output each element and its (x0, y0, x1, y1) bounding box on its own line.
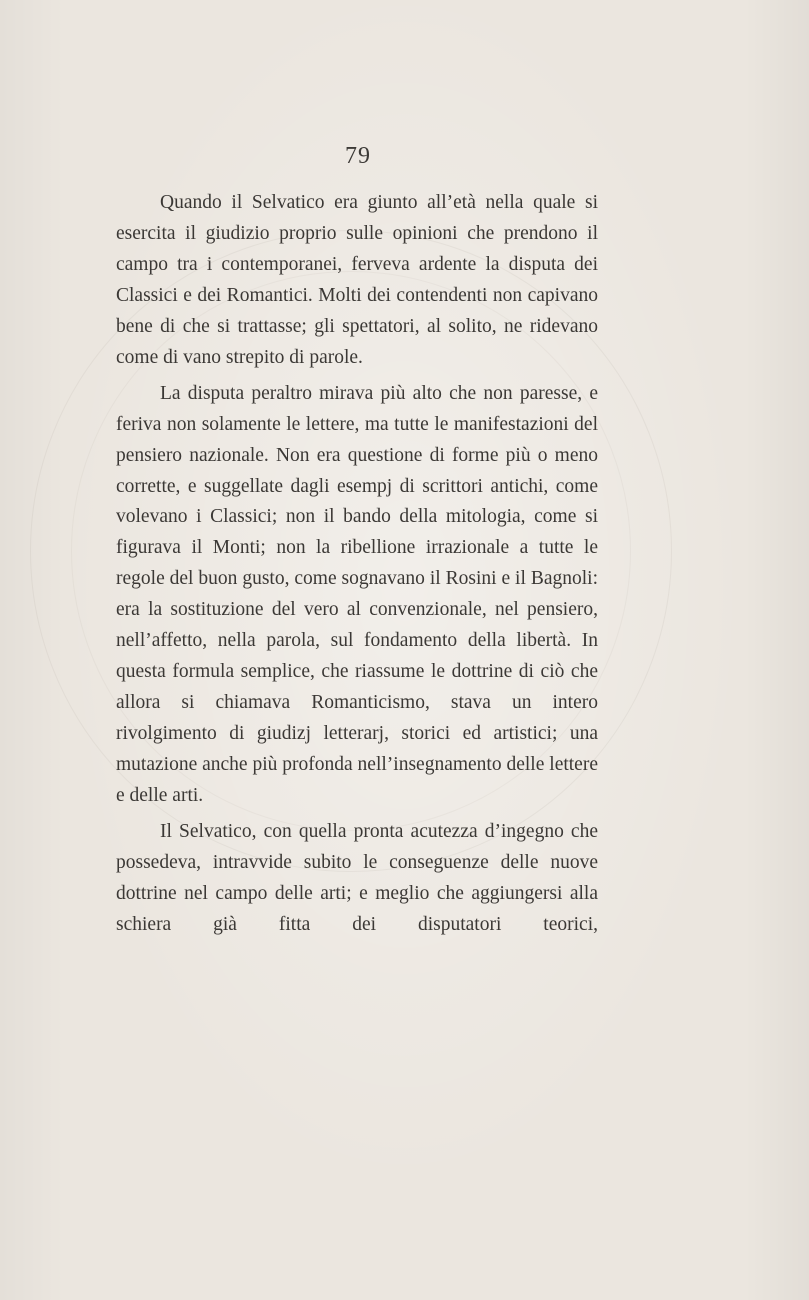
paragraph-3: Il Selvatico, con quella pronta acutezza d’ingegno che possedeva, intravvide subito le conseguenze delle nuove dottrine nel campo delle arti; e meglio che aggiungersi alla schiera già fitta dei disputatori teorici, (116, 820, 598, 935)
paragraph-1: Quando il Selvatico era giunto all’età nella quale si esercita il giudizio proprio sulle opinioni che prendono il campo tra i contemporanei, ferveva ardente la disputa dei Classici e dei Romantici. Molti dei contendenti non capivano bene di che si trattasse; gli spettatori, al solito, ne ridevano come di vano strepito di parole. (116, 192, 598, 368)
page-number: 79 (345, 143, 371, 169)
paragraph-2: La disputa peraltro mirava più alto che non paresse, e feriva non solamente le lettere, ma tutte le manifestazioni del pensiero nazionale. Non era questione di forme più o meno corrette, e suggellate dagli esempj di scrittori antichi, come volevano i Classici; non il bando della mitologia, come si figurava il Monti; non la ribellione irrazionale a tutte le regole del buon gusto, come sognavano il Rosini e il Bagnoli: era la sostituzione del vero al convenzionale, nel pensiero, nell’affetto, nella parola, sul fondamento della libertà. In questa formula semplice, che riassume le dottrine di ciò che allora si chiamava Romanticismo, stava un intero rivolgimento di giudizj letterarj, storici ed artistici; una mutazione anche più profonda nell’insegnamento delle lettere e delle arti. (116, 382, 598, 806)
body-text (116, 188, 598, 946)
